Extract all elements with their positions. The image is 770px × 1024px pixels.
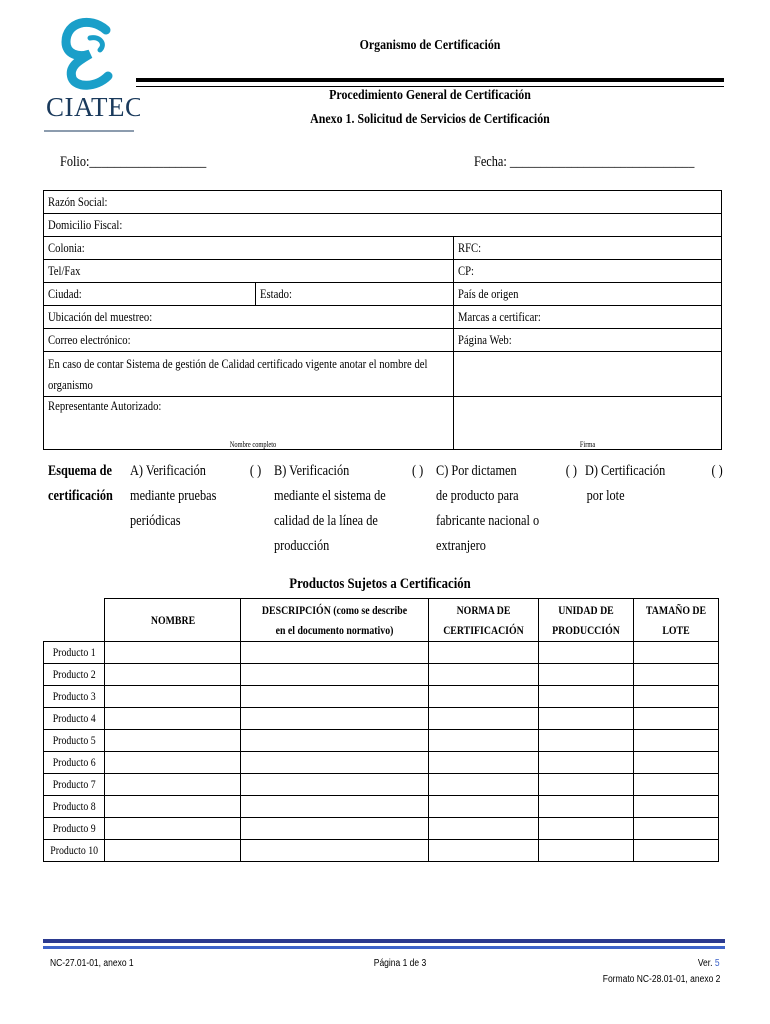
nombre-completo-caption: Nombre completo: [229, 440, 277, 449]
product-cell-norma[interactable]: [429, 818, 539, 840]
header-rule-thin: [136, 86, 724, 87]
footer-format: Formato NC-28.01-01, anexo 2: [602, 974, 720, 985]
option-d-line2: por lote: [586, 488, 625, 504]
product-cell-tamano-lote[interactable]: [634, 708, 719, 730]
option-a-checkbox[interactable]: ( ): [249, 463, 262, 479]
option-c[interactable]: [436, 459, 577, 559]
form-row: [44, 237, 722, 260]
header-rule: [136, 78, 724, 82]
option-d-line1: D) Certificación: [585, 463, 666, 479]
product-cell-descripcion[interactable]: [241, 752, 429, 774]
esquema-label-line1: Esquema de: [48, 463, 112, 479]
footer-version-label: Ver.: [698, 958, 716, 969]
form-row: [44, 306, 722, 329]
firma-caption: Firma: [579, 440, 596, 449]
product-cell-unidad[interactable]: [539, 664, 634, 686]
folio-field[interactable]: Folio:___________________: [60, 154, 207, 170]
product-row-label: Producto 7: [44, 774, 105, 796]
logo-text: CIATEC: [46, 92, 140, 122]
product-row-label: Producto 10: [44, 840, 105, 862]
product-cell-unidad[interactable]: [539, 708, 634, 730]
table-row: [44, 840, 719, 862]
ubicacion-label: Ubicación del muestreo:: [48, 309, 153, 324]
product-row-label: Producto 3: [44, 686, 105, 708]
product-cell-descripcion[interactable]: [241, 664, 429, 686]
colonia-field[interactable]: [44, 237, 454, 260]
option-c-line2: de producto para: [436, 488, 519, 504]
product-cell-nombre[interactable]: [105, 796, 241, 818]
pagina-web-label: Página Web:: [458, 332, 512, 347]
telfax-field[interactable]: [44, 260, 454, 283]
product-cell-nombre[interactable]: [105, 840, 241, 862]
product-cell-unidad[interactable]: [539, 752, 634, 774]
product-cell-unidad[interactable]: [539, 796, 634, 818]
product-row-label: Producto 5: [44, 730, 105, 752]
option-a-line3: periódicas: [130, 513, 181, 529]
products-table: [43, 598, 719, 862]
product-row-label: Producto 4: [44, 708, 105, 730]
pais-label: País de origen: [458, 286, 519, 301]
product-cell-tamano-lote[interactable]: [634, 840, 719, 862]
estado-label: Estado:: [260, 286, 292, 301]
firma-field[interactable]: [454, 397, 722, 450]
product-cell-nombre[interactable]: [105, 774, 241, 796]
products-header-row: [44, 599, 719, 642]
product-row-label: Producto 8: [44, 796, 105, 818]
form-row: [44, 397, 722, 450]
pais-field[interactable]: [454, 283, 722, 306]
option-a-line1: A) Verificación: [130, 463, 206, 479]
product-cell-nombre[interactable]: [105, 818, 241, 840]
representante-field[interactable]: [44, 397, 454, 450]
product-cell-norma[interactable]: [429, 686, 539, 708]
marcas-label: Marcas a certificar:: [458, 309, 541, 324]
option-b-line3: calidad de la línea de: [274, 513, 378, 529]
product-cell-tamano-lote[interactable]: [634, 818, 719, 840]
cp-label: CP:: [458, 263, 475, 278]
representante-label: Representante Autorizado:: [48, 398, 162, 413]
ciudad-field[interactable]: [44, 283, 256, 306]
product-cell-norma[interactable]: [429, 642, 539, 664]
footer-rule-light: [43, 946, 725, 949]
domicilio-field[interactable]: [44, 214, 722, 237]
table-row: [44, 796, 719, 818]
table-row: [44, 708, 719, 730]
product-cell-descripcion[interactable]: [241, 774, 429, 796]
product-cell-nombre[interactable]: [105, 642, 241, 664]
correo-field[interactable]: [44, 329, 454, 352]
esquema-label-line2: certificación: [48, 488, 113, 504]
form-row: [44, 329, 722, 352]
product-cell-unidad[interactable]: [539, 774, 634, 796]
product-cell-tamano-lote[interactable]: [634, 664, 719, 686]
rfc-field[interactable]: [454, 237, 722, 260]
esquema-label: [48, 459, 113, 509]
header-blank: [44, 599, 105, 642]
product-cell-unidad[interactable]: [539, 642, 634, 664]
product-cell-norma[interactable]: [429, 664, 539, 686]
form-row: [44, 352, 722, 397]
form-row: [44, 214, 722, 237]
product-cell-unidad[interactable]: [539, 686, 634, 708]
option-b-line2: mediante el sistema de: [274, 488, 386, 504]
product-row-label: Producto 2: [44, 664, 105, 686]
ciatec-logo: [44, 14, 140, 134]
product-cell-descripcion[interactable]: [241, 686, 429, 708]
marcas-field[interactable]: [454, 306, 722, 329]
product-cell-norma[interactable]: [429, 752, 539, 774]
header-unidad: UNIDAD DE PRODUCCIÓN: [539, 599, 634, 642]
form-row: [44, 283, 722, 306]
razon-social-field[interactable]: [44, 191, 722, 214]
footer-version-number: 5: [715, 958, 720, 969]
sistema-calidad-label: En caso de contar Sistema de gestión de Calidad certificado vigente anotar el nombre del organismo: [48, 356, 428, 392]
table-row: [44, 774, 719, 796]
product-cell-tamano-lote[interactable]: [634, 642, 719, 664]
product-cell-norma[interactable]: [429, 708, 539, 730]
product-cell-norma[interactable]: [429, 840, 539, 862]
footer-document-code: NC-27.01-01, anexo 1: [50, 958, 134, 969]
product-cell-descripcion[interactable]: [241, 840, 429, 862]
table-row: [44, 818, 719, 840]
product-row-label: Producto 1: [44, 642, 105, 664]
product-row-label: Producto 6: [44, 752, 105, 774]
table-row: [44, 686, 719, 708]
header-norma: NORMA DE CERTIFICACIÓN: [429, 599, 539, 642]
fecha-field[interactable]: Fecha: ______________________________: [474, 154, 695, 170]
product-cell-tamano-lote[interactable]: [634, 686, 719, 708]
option-d[interactable]: [585, 459, 723, 509]
telfax-label: Tel/Fax: [48, 263, 81, 278]
domicilio-label: Domicilio Fiscal:: [48, 217, 123, 232]
product-cell-nombre[interactable]: [105, 752, 241, 774]
product-cell-unidad[interactable]: [539, 818, 634, 840]
sistema-calidad-field[interactable]: [44, 352, 454, 397]
header-tamano-lote: TAMAÑO DE LOTE: [634, 599, 719, 642]
form-row: [44, 191, 722, 214]
product-cell-tamano-lote[interactable]: [634, 752, 719, 774]
product-cell-norma[interactable]: [429, 774, 539, 796]
cp-field[interactable]: [454, 260, 722, 283]
option-c-checkbox[interactable]: ( ): [565, 463, 578, 479]
table-row: [44, 664, 719, 686]
table-row: [44, 730, 719, 752]
table-row: [44, 642, 719, 664]
option-d-checkbox[interactable]: ( ): [711, 463, 723, 479]
applicant-form: [43, 190, 722, 450]
product-cell-norma[interactable]: [429, 796, 539, 818]
ciudad-label: Ciudad:: [48, 286, 82, 301]
product-cell-unidad[interactable]: [539, 840, 634, 862]
product-cell-tamano-lote[interactable]: [634, 796, 719, 818]
option-b-line4: producción: [274, 538, 330, 554]
option-c-line4: extranjero: [436, 538, 486, 554]
product-cell-descripcion[interactable]: [241, 796, 429, 818]
product-cell-tamano-lote[interactable]: [634, 774, 719, 796]
option-a[interactable]: [130, 459, 261, 534]
correo-label: Correo electrónico:: [48, 332, 131, 347]
product-cell-nombre[interactable]: [105, 664, 241, 686]
footer-page-number: Página 1 de 3: [373, 958, 427, 969]
rfc-label: RFC:: [458, 240, 482, 255]
form-row: [44, 260, 722, 283]
product-cell-descripcion[interactable]: [241, 642, 429, 664]
products-title: Productos Sujetos a Certificación: [289, 576, 471, 592]
product-cell-unidad[interactable]: [539, 730, 634, 752]
product-cell-nombre[interactable]: [105, 708, 241, 730]
table-row: [44, 752, 719, 774]
colonia-label: Colonia:: [48, 240, 85, 255]
sistema-calidad-value[interactable]: [454, 352, 722, 397]
pagina-web-field[interactable]: [454, 329, 722, 352]
product-cell-descripcion[interactable]: [241, 730, 429, 752]
product-cell-nombre[interactable]: [105, 730, 241, 752]
product-cell-descripcion[interactable]: [241, 818, 429, 840]
footer-rule-dark: [43, 939, 725, 943]
option-c-line3: fabricante nacional o: [436, 513, 540, 529]
option-b[interactable]: [274, 459, 423, 559]
product-cell-tamano-lote[interactable]: [634, 730, 719, 752]
product-cell-descripcion[interactable]: [241, 708, 429, 730]
product-cell-norma[interactable]: [429, 730, 539, 752]
option-c-line1: C) Por dictamen: [436, 463, 517, 479]
ciatec-emblem-icon: [44, 14, 140, 134]
option-a-line2: mediante pruebas: [130, 488, 217, 504]
product-cell-nombre[interactable]: [105, 686, 241, 708]
header-descripcion: DESCRIPCIÓN (como se describe en el documento normativo): [241, 599, 429, 642]
option-b-checkbox[interactable]: ( ): [411, 463, 424, 479]
annex-title: Anexo 1. Solicitud de Servicios de Certificación: [310, 112, 550, 127]
product-row-label: Producto 9: [44, 818, 105, 840]
option-b-line1: B) Verificación: [274, 463, 350, 479]
organization-title: Organismo de Certificación: [359, 38, 501, 53]
header-nombre: NOMBRE: [105, 599, 241, 642]
estado-field[interactable]: [256, 283, 454, 306]
razon-social-label: Razón Social:: [48, 194, 108, 209]
ubicacion-field[interactable]: [44, 306, 454, 329]
procedure-title: Procedimiento General de Certificación: [329, 88, 531, 103]
footer-version: [698, 958, 720, 969]
